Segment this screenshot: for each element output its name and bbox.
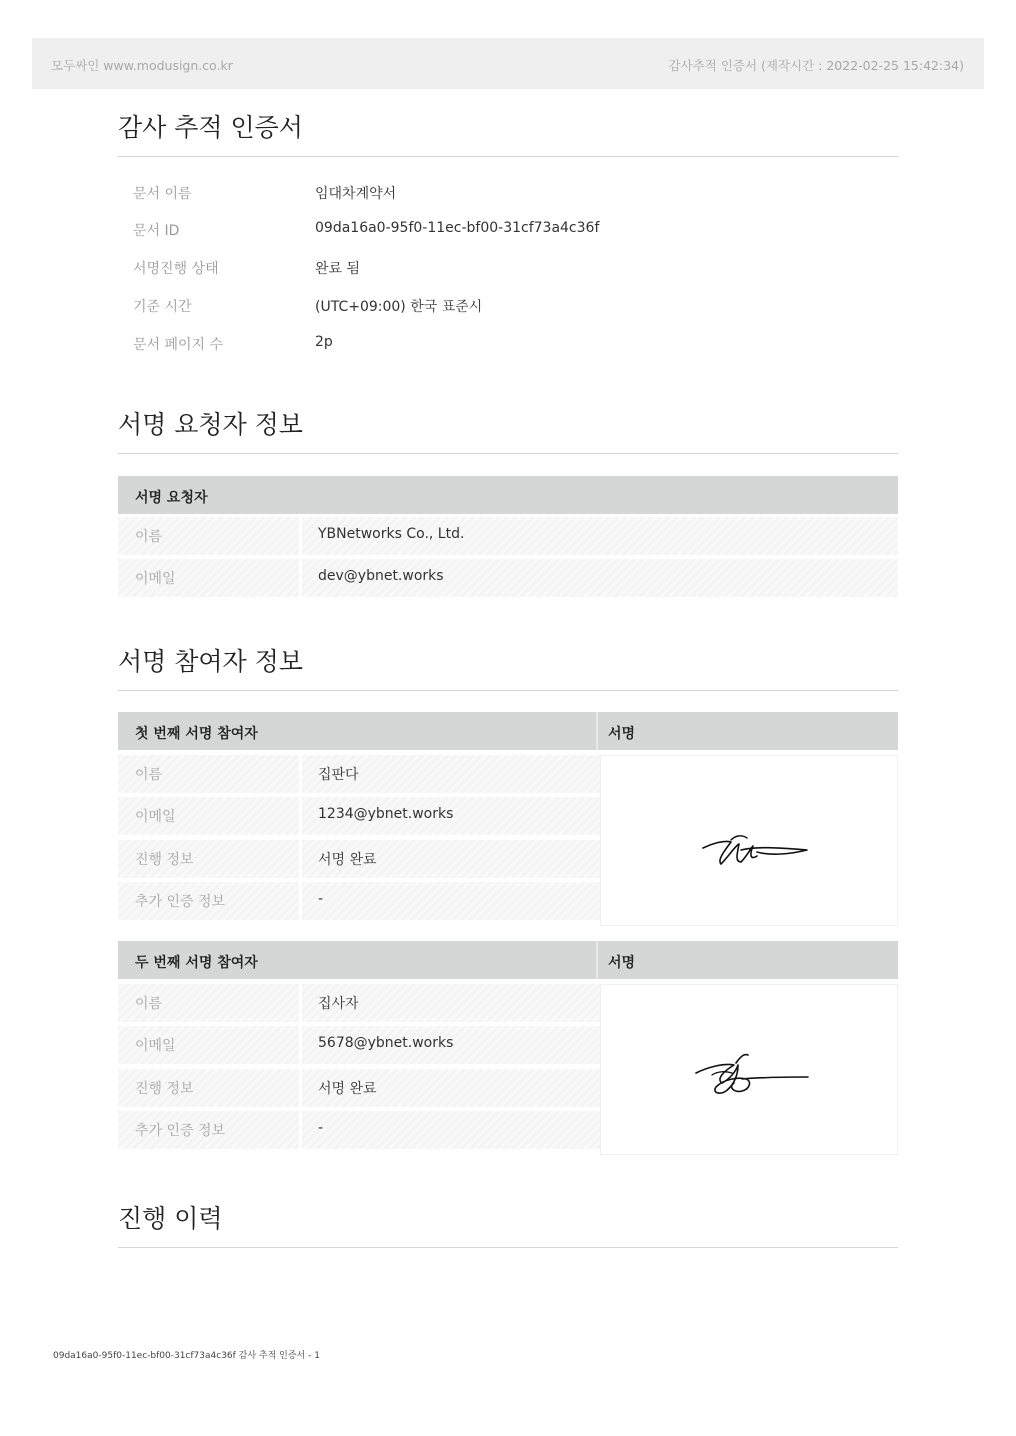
- info-label: 문서 이름: [133, 186, 192, 202]
- row-label-text: 이메일: [135, 809, 176, 825]
- signature-header: [596, 712, 898, 750]
- signature-header: [596, 941, 898, 979]
- row-label: [118, 984, 299, 1022]
- row-value-text: dev@ybnet.works: [318, 568, 444, 584]
- table-header: [118, 476, 898, 514]
- row-value-text: 집판다: [318, 767, 359, 783]
- table-header: [118, 712, 596, 750]
- section-title-history: 진행 이력: [118, 1199, 898, 1248]
- page-header: [32, 38, 984, 89]
- row-value: [302, 840, 600, 878]
- row-label: [118, 1069, 299, 1107]
- row-label: [118, 755, 299, 793]
- page-footer: 09da16a0-95f0-11ec-bf00-31cf73a4c36f 감사 추적 인증서 - 1: [53, 1351, 320, 1361]
- row-value: [302, 559, 898, 597]
- row-label-text: 이메일: [135, 571, 176, 587]
- participant-table-2: [118, 941, 898, 1155]
- row-label: [118, 1026, 299, 1064]
- signature-header-label: 서명: [608, 955, 636, 971]
- signature-box: [600, 984, 898, 1155]
- row-value-text: 5678@ybnet.works: [318, 1035, 454, 1051]
- row-value-text: 서명 완료: [318, 852, 377, 868]
- row-label: [118, 797, 299, 835]
- row-label-text: 진행 정보: [135, 852, 194, 868]
- row-value-text: 서명 완료: [318, 1081, 377, 1097]
- row-label: [118, 1111, 299, 1149]
- header-site: 모두싸인 www.modusign.co.kr: [51, 58, 233, 73]
- signature-box: [600, 755, 898, 926]
- table-header-label: 두 번째 서명 참여자: [135, 955, 258, 971]
- row-label-text: 이름: [135, 996, 163, 1012]
- row-value: [302, 755, 600, 793]
- info-value: 임대차계약서: [315, 186, 397, 202]
- row-label-text: 추가 인증 정보: [135, 894, 226, 910]
- row-label-text: 이름: [135, 767, 163, 783]
- info-value: (UTC+09:00) 한국 표준시: [315, 299, 483, 315]
- section-title-certificate: 감사 추적 인증서: [118, 108, 898, 157]
- signature-image: [694, 1045, 814, 1105]
- info-label: 문서 페이지 수: [133, 337, 224, 353]
- row-value: [302, 517, 898, 555]
- row-label-text: 이메일: [135, 1038, 176, 1054]
- row-label: [118, 559, 299, 597]
- row-value: [302, 797, 600, 835]
- row-value-text: -: [318, 891, 324, 907]
- row-label-text: 추가 인증 정보: [135, 1123, 226, 1139]
- signature-header-label: 서명: [608, 726, 636, 742]
- header-generated-time: 감사추적 인증서 (제작시간 : 2022-02-25 15:42:34): [668, 58, 964, 73]
- row-value: [302, 1069, 600, 1107]
- row-label: [118, 882, 299, 920]
- info-label: 문서 ID: [133, 223, 180, 239]
- info-value: 09da16a0-95f0-11ec-bf00-31cf73a4c36f: [315, 220, 600, 236]
- table-header-label: 첫 번째 서명 참여자: [135, 726, 258, 742]
- row-value: [302, 882, 600, 920]
- table-header: [118, 941, 596, 979]
- row-label: [118, 517, 299, 555]
- info-label: 기준 시간: [133, 299, 192, 315]
- row-label-text: 이름: [135, 529, 163, 545]
- section-title-requester: 서명 요청자 정보: [118, 405, 898, 454]
- row-label-text: 진행 정보: [135, 1081, 194, 1097]
- participant-table-1: [118, 712, 898, 926]
- row-value-text: 집사자: [318, 996, 359, 1012]
- info-value: 2p: [315, 334, 333, 350]
- row-value-text: 1234@ybnet.works: [318, 806, 454, 822]
- info-value: 완료 됨: [315, 261, 361, 277]
- row-label: [118, 840, 299, 878]
- section-title-participants: 서명 참여자 정보: [118, 642, 898, 691]
- table-header-label: 서명 요청자: [135, 490, 208, 506]
- row-value-text: YBNetworks Co., Ltd.: [318, 526, 465, 542]
- requester-table: [118, 476, 898, 600]
- row-value-text: -: [318, 1120, 324, 1136]
- row-value: [302, 1111, 600, 1149]
- row-value: [302, 1026, 600, 1064]
- signature-image: [701, 826, 811, 876]
- row-value: [302, 984, 600, 1022]
- info-label: 서명진행 상태: [133, 261, 219, 277]
